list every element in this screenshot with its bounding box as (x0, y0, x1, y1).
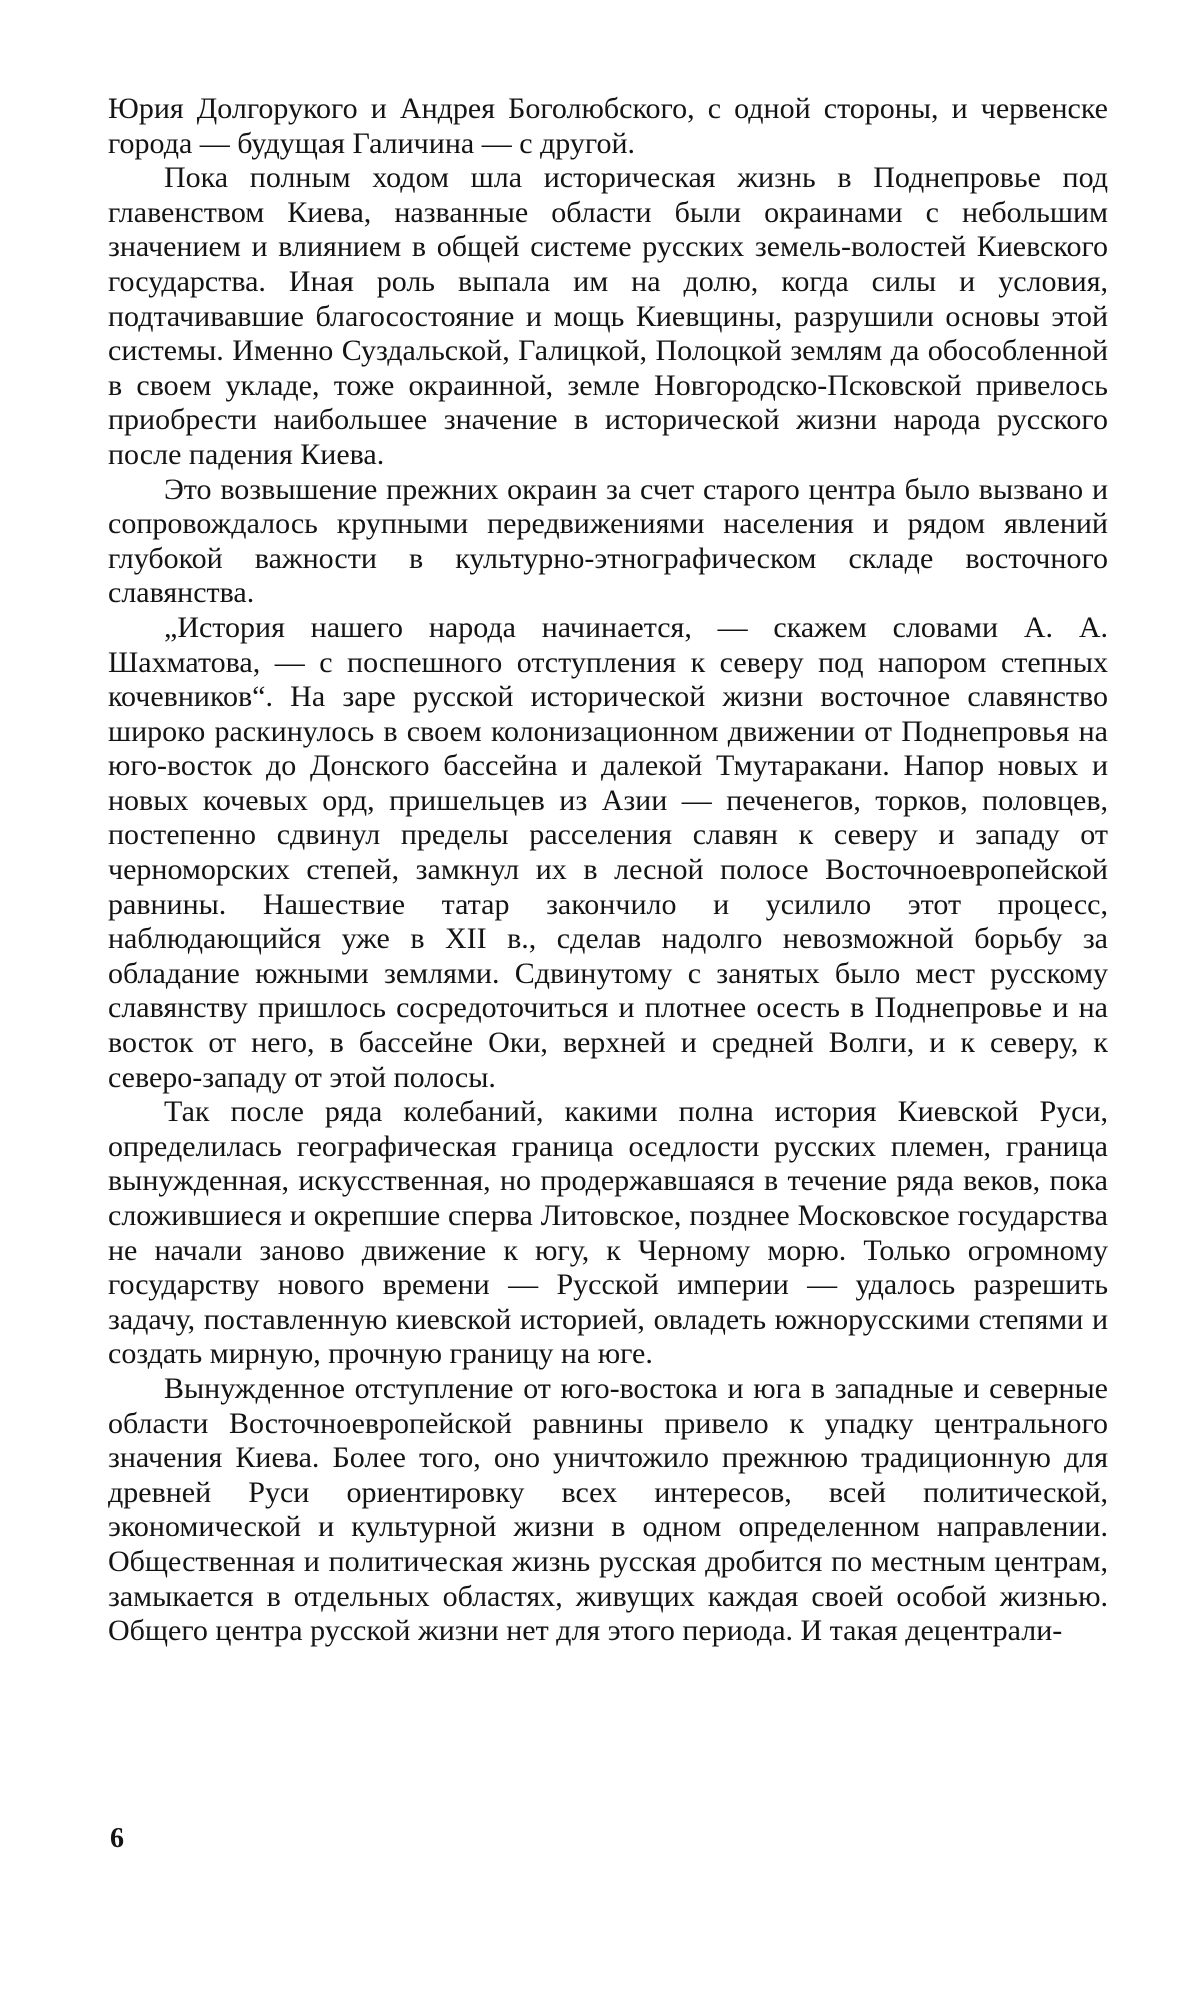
paragraph-3: Это возвышение прежних окраин за счет старого центра было вызвано и сопровождалось крупными передвижениями населения и рядом явлений глубокой важности в культурно-этнографическом складе восточного славянства. (108, 472, 1108, 610)
paragraph-1: Юрия Долгорукого и Андрея Боголюбского, с одной стороны, и червенске города — будущая Галичина — с другой. (108, 92, 1108, 160)
paragraph-4: „История нашего народа начинается, — скажем словами А. А. Шахматова, — с поспешного отступления к северу под напором степных кочевников“. На заре русской исторической жизни восточное славянство широко раскинулось в своем колонизационном движении от Поднепровья на юго-восток до Донского бассейна и далекой Тмутаракани. Напор новых и новых кочевых орд, пришельцев из Азии — печенегов, торков, половцев, постепенно сдвинул пределы расселения славян к северу и западу от черноморских степей, замкнул их в лесной полосе Восточноевропейской равнины. Нашествие татар закончило и усилило этот процесс, наблюдающийся уже в XII в., сделав надолго невозможной борьбу за обладание южными землями. Сдвинутому с занятых было мест русскому славянству пришлось сосредоточиться и плотнее осесть в Поднепровье и на восток от него, в бассейне Оки, верхней и средней Волги, и к северу, к северо-западу от этой полосы. (108, 610, 1108, 1094)
page-number: 6 (110, 1823, 124, 1854)
page-body (108, 92, 1108, 1649)
paragraph-5: Так после ряда колебаний, какими полна история Киевской Руси, определилась географическая граница оседлости русских племен, граница вынужденная, искусственная, но продержавшаяся в течение ряда веков, пока сложившиеся и окрепшие сперва Литовское, позднее Московское государства не начали заново движение к югу, к Черному морю. Только огромному государству нового времени — Русской империи — удалось разрешить задачу, поставленную киевской историей, овладеть южнорусскими степями и создать мирную, прочную границу на юге. (108, 1095, 1108, 1371)
paragraph-6: Вынужденное отступление от юго-востока и юга в западные и северные области Восточноевропейской равнины привело к упадку центрального значения Киева. Более того, оно уничтожило прежнюю традиционную для древней Руси ориентировку всех интересов, всей политической, экономической и культурной жизни в одном определенном направлении. Общественная и политическая жизнь русская дробится по местным центрам, замыкается в отдельных областях, живущих каждая своей особой жизнью. Общего центра русской жизни нет для этого периода. И такая децентрали- (108, 1371, 1108, 1648)
paragraph-2: Пока полным ходом шла историческая жизнь в Поднепровье под главенством Киева, названные области были окраинами с небольшим значением и влиянием в общей системе русских земель-волостей Киевского государства. Иная роль выпала им на долю, когда силы и условия, подтачивавшие благосостояние и мощь Киевщины, разрушили основы этой системы. Именно Суздальской, Галицкой, Полоцкой землям да обособленной в своем укладе, тоже окраинной, земле Новгородско-Псковской привелось приобрести наибольшее значение в исторической жизни народа русского после падения Киева. (108, 161, 1108, 471)
